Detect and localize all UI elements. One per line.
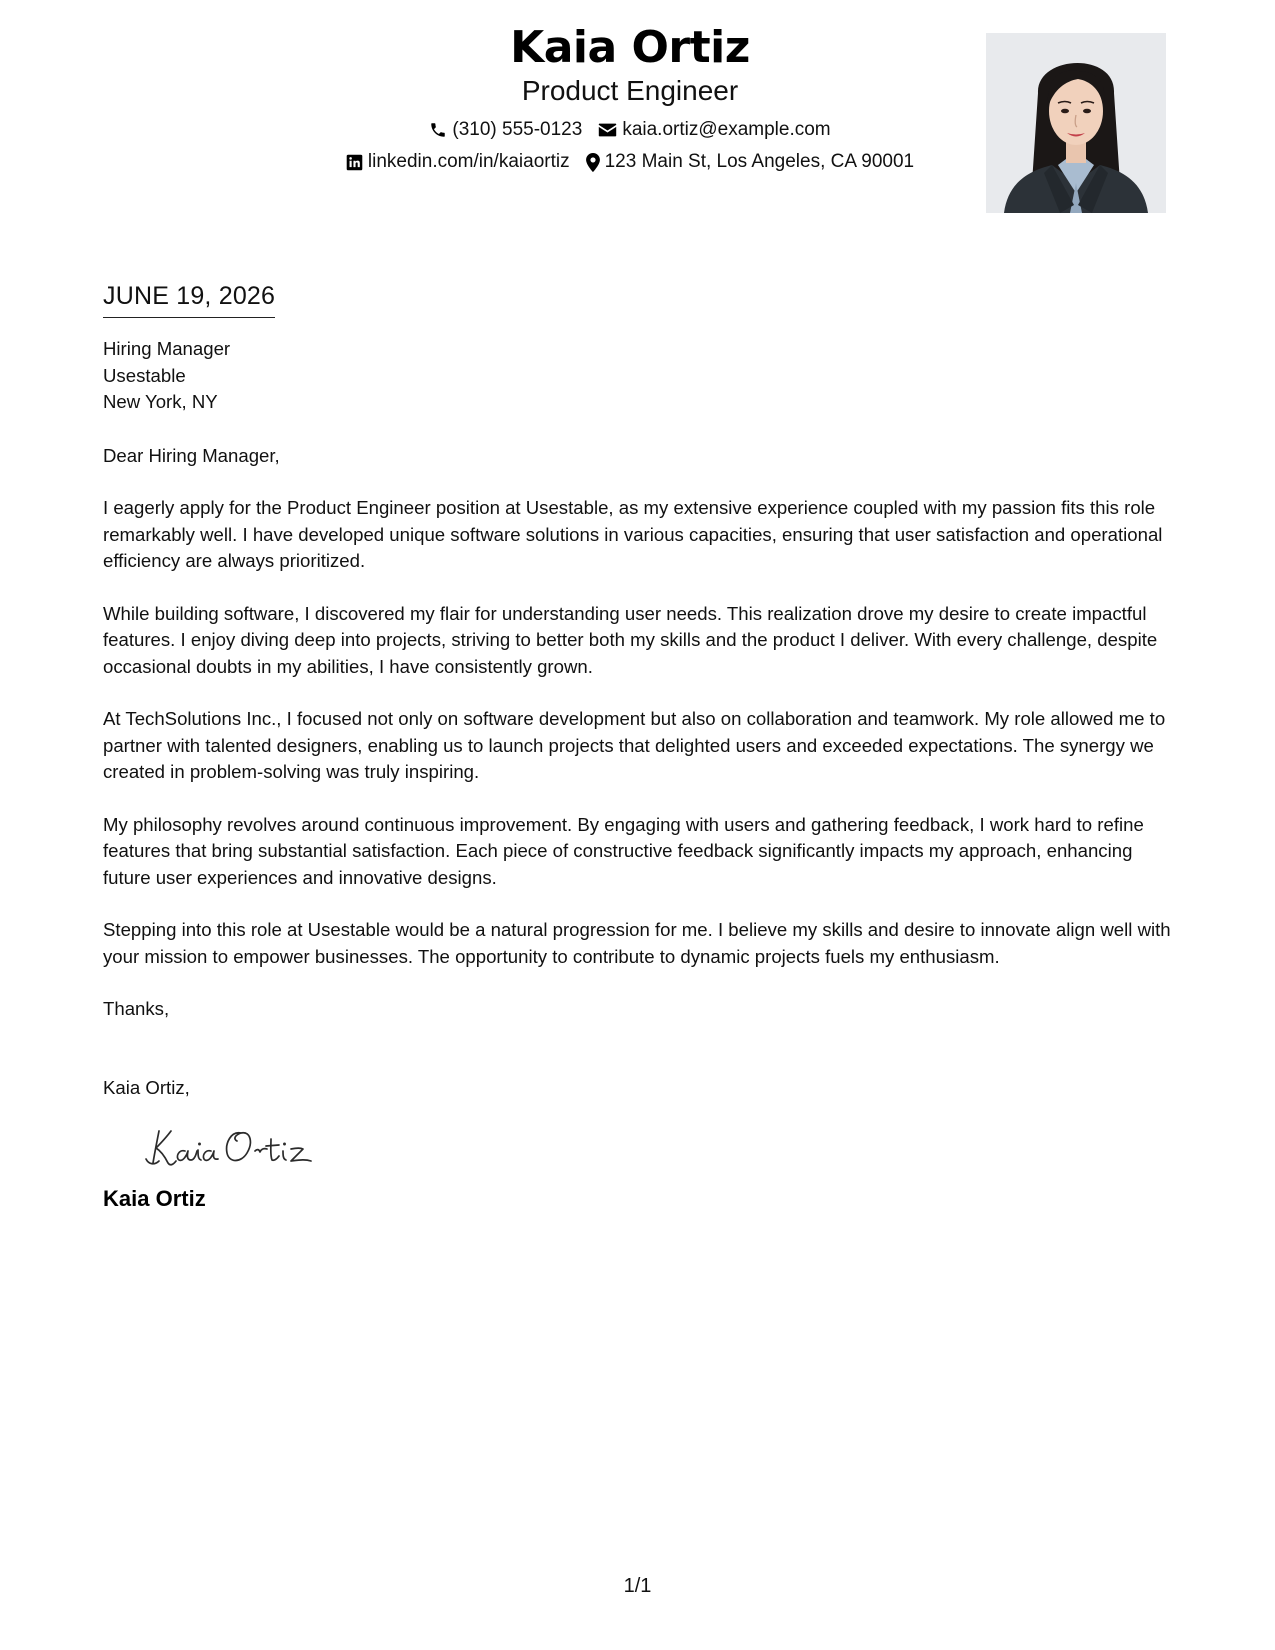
phone-icon [429, 121, 447, 139]
profile-photo [986, 33, 1166, 213]
contact-linkedin [346, 150, 570, 174]
body-paragraph: At TechSolutions Inc., I focused not only on software development but also on collaboration and teamwork. My role allowed me to partner with talented designers, enabling us to launch projects that delighted users and exceeded expectations. The synergy we created in problem-solving was truly inspiring. [103, 708, 1166, 782]
closing: Thanks, [103, 998, 170, 1019]
signed-name: Kaia Ortiz [103, 1186, 206, 1211]
recipient-line: Hiring Manager [103, 338, 231, 359]
envelope-icon [598, 122, 617, 138]
applicant-title: Product Engineer [521, 75, 739, 106]
body-paragraph: My philosophy revolves around continuous improvement. By engaging with users and gathering feedback, I work hard to refine features that bring substantial satisfaction. Each piece of constructive feedback significantly impacts my approach, enhancing future user experiences and innovative designs. [103, 813, 1144, 888]
letter-header [0, 0, 1275, 230]
letter-body [103, 280, 1173, 1213]
header-text-block [270, 20, 990, 174]
address-text: 123 Main St, Los Angeles, CA 90001 [604, 151, 915, 172]
phone-text[interactable]: (310) 555-0123 [452, 119, 583, 140]
letter-date: JUNE 19, 2026 [103, 280, 275, 318]
applicant-name: Kaia Ortiz [510, 22, 750, 73]
email-text[interactable]: kaia.ortiz@example.com [622, 119, 831, 140]
contact-line-primary [270, 118, 990, 142]
linkedin-icon [346, 154, 363, 171]
contact-line-secondary [270, 150, 990, 174]
contact-address [586, 150, 915, 174]
contact-email [598, 118, 830, 142]
linkedin-text[interactable]: linkedin.com/in/kaiaortiz [367, 151, 570, 172]
recipient-block [103, 336, 1173, 416]
salutation: Dear Hiring Manager, [103, 444, 280, 466]
signoff-name: Kaia Ortiz, [103, 1076, 190, 1098]
body-paragraph: I eagerly apply for the Product Engineer position at Usestable, as my extensive experience coupled with my passion fits this role remarkably well. I have developed unique software solutions in various capacities, ensuring that user satisfaction and operational efficiency are always prioritized. [103, 497, 1163, 571]
map-pin-icon [586, 153, 600, 172]
body-paragraph: Stepping into this role at Usestable would be a natural progression for me. I believe my skills and desire to innovate align well with your mission to empower businesses. The opportunity to contribute to dynamic projects fuels my enthusiasm. [103, 919, 1171, 967]
contact-phone [429, 118, 582, 142]
recipient-line: Usestable [103, 364, 186, 386]
handwritten-signature [141, 1119, 331, 1171]
recipient-line: New York, NY [103, 391, 218, 412]
body-paragraph: While building software, I discovered my flair for understanding user needs. This realization drove my desire to create impactful features. I enjoy diving deep into projects, striving to better both my skills and the product I deliver. With every challenge, despite occasional doubts in my abilities, I have consistently grown. [103, 602, 1158, 677]
page-number: 1/1 [623, 1575, 652, 1597]
